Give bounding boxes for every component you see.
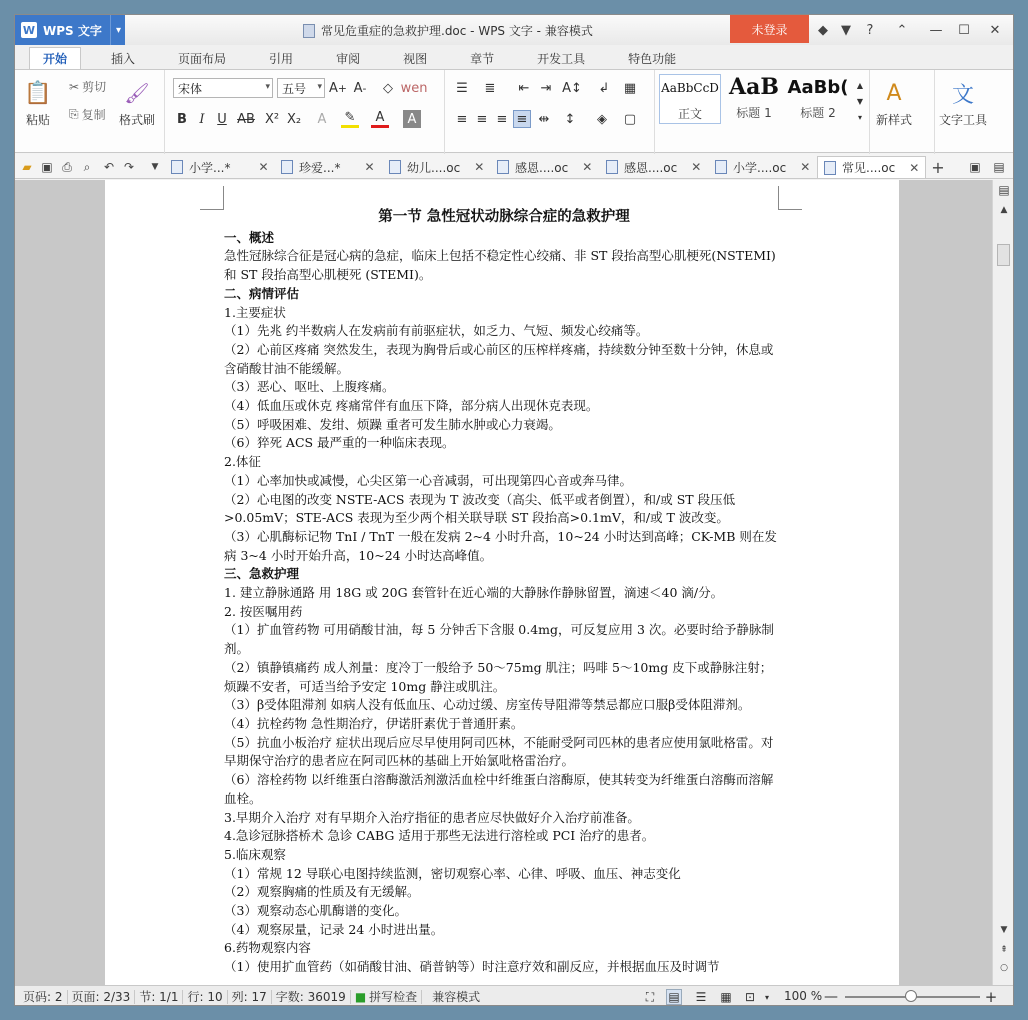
paragraph: 1.主要症状 xyxy=(224,304,286,320)
styles-group xyxy=(655,70,870,154)
italic-icon[interactable]: I xyxy=(199,111,205,127)
skin-icon[interactable]: ◆ xyxy=(818,22,828,38)
crop-mark xyxy=(200,186,224,210)
format-painter-label: 格式刷 xyxy=(119,113,156,127)
styles-scroll-up-icon[interactable]: ▲ xyxy=(856,80,864,90)
copy-icon: ⎘ xyxy=(69,107,79,121)
wps-logo-icon: W xyxy=(22,23,36,37)
paragraph: （6）溶栓药物 以纤维蛋白溶酶激活剂激活血栓中纤维蛋白溶酶原，使其转变为纤维蛋白溶酶而溶解血栓。 xyxy=(224,772,774,806)
zoom-level[interactable]: 100 % xyxy=(784,989,823,1003)
superscript-icon[interactable]: X² xyxy=(264,111,280,127)
justify-icon[interactable]: ≡ xyxy=(513,110,531,128)
scroll-up-icon[interactable]: ▲ xyxy=(1000,205,1008,215)
paragraph-group xyxy=(445,70,655,154)
status-page-number[interactable]: 页码: 2 xyxy=(15,990,68,1004)
doc-file-icon xyxy=(389,160,401,174)
brush-icon: 🖌 xyxy=(124,81,150,105)
paragraph: （1）常规 12 导联心电图持续监测，密切观察心率、心律、呼吸、血压、神志变化 xyxy=(224,865,681,881)
paste-label: 粘贴 xyxy=(25,113,50,127)
window-title-text: 常见危重症的急救护理.doc - WPS 文字 - 兼容模式 xyxy=(321,24,593,38)
paragraph: （6）猝死 ACS 最严重的一种临床表现。 xyxy=(224,435,455,451)
scroll-down-icon[interactable]: ▼ xyxy=(1000,925,1008,935)
tab-review[interactable]: 审阅 xyxy=(336,51,361,66)
align-center-icon[interactable]: ≡ xyxy=(476,111,488,127)
select-browse-icon[interactable]: ○ xyxy=(1000,963,1008,973)
tab-view[interactable]: 视图 xyxy=(403,51,428,66)
paragraph: （2）观察胸痛的性质及有无缓解。 xyxy=(224,884,420,900)
paragraph: （4）观察尿量，记录 24 小时进出量。 xyxy=(224,921,444,937)
doc-tab-label: 小学....oc xyxy=(733,160,787,175)
ribbon xyxy=(15,69,1014,153)
font-group xyxy=(165,70,445,154)
font-family-select[interactable]: 宋体 ▾ xyxy=(173,78,273,98)
doc-tab[interactable] xyxy=(171,156,269,178)
spell-check-label: 拼写检查 xyxy=(369,990,418,1004)
status-page-count[interactable]: 页面: 2/33 xyxy=(68,990,136,1004)
paste-button[interactable] xyxy=(23,78,53,128)
copy-label: 复制 xyxy=(81,108,106,122)
reading-view-icon[interactable]: ⊡ xyxy=(744,990,756,1004)
doc-tab-label: 珍爱...* xyxy=(299,160,341,175)
text-tools-icon: 文 xyxy=(951,82,974,108)
app-menu-label: WPS 文字 xyxy=(43,23,102,38)
prev-page-icon[interactable]: ⇞ xyxy=(1000,945,1008,955)
doc-tab-active[interactable] xyxy=(817,156,926,178)
new-style-icon: A xyxy=(886,80,902,106)
style-normal-label: 正文 xyxy=(677,107,702,121)
doc-file-icon xyxy=(281,160,293,174)
cut-label: 剪切 xyxy=(82,80,107,94)
paragraph: （2）心电图的改变 NSTE-ACS 表现为 T 波改变（高尖、低平或者倒置），和/或 ST 段压低>0.05mV；STE-ACS 表现为至少两个相关联导联 ST 段抬高>0.1mV，和/或 T 波改变。 xyxy=(224,491,736,526)
doc-tab-label: 感恩....oc xyxy=(624,160,678,175)
status-section[interactable]: 节: 1/1 xyxy=(135,990,183,1004)
paragraph: （5）呼吸困难、发绀、烦躁 重者可发生肺水肿或心力衰竭。 xyxy=(224,416,561,432)
increase-indent-icon[interactable]: ⇥ xyxy=(540,80,552,96)
strikethrough-icon[interactable]: AB xyxy=(237,111,255,127)
new-style-button[interactable] xyxy=(876,78,912,128)
document-title: 第一节 急性冠状动脉综合症的急救护理 xyxy=(378,209,630,225)
clipboard-group xyxy=(15,70,165,154)
style-h1-preview: AaB xyxy=(729,74,779,100)
font-size-select[interactable]: 五号 ▾ xyxy=(277,78,325,98)
collapse-ribbon-icon[interactable]: ⌃ xyxy=(896,22,908,38)
text-tools-label: 文字工具 xyxy=(939,113,988,127)
doc-tab[interactable] xyxy=(281,156,375,178)
paragraph: 4.急诊冠脉搭桥术 急诊 CABG 适用于那些无法进行溶栓或 PCI 治疗的患者。 xyxy=(224,828,655,844)
style-h2-label: 标题 2 xyxy=(800,106,836,120)
shrink-font-icon[interactable]: A - xyxy=(353,80,367,96)
paragraph: （1）扩血管药物 可用硝酸甘油，每 5 分钟舌下含服 0.4mg，可反复应用 3 次。必要时给予静脉制剂。 xyxy=(224,622,774,657)
vertical-scrollbar[interactable] xyxy=(992,180,1014,985)
close-tab-icon[interactable]: ✕ xyxy=(909,160,920,175)
document-paragraphs xyxy=(224,229,784,977)
login-button[interactable]: 未登录 xyxy=(730,15,809,43)
close-tab-icon[interactable]: ✕ xyxy=(582,160,593,174)
zoom-in-icon[interactable]: + xyxy=(984,988,998,1006)
shading-icon[interactable]: ◈ xyxy=(597,111,607,127)
document-icon xyxy=(303,24,315,38)
document-canvas xyxy=(15,180,992,985)
title-bar xyxy=(15,15,1014,45)
scissors-icon: ✂ xyxy=(69,79,80,94)
text-tools-group xyxy=(935,70,1014,154)
styles-more-icon[interactable]: ▾ xyxy=(857,112,862,122)
doc-tab[interactable] xyxy=(606,156,701,178)
new-tab-icon[interactable]: + xyxy=(931,157,945,177)
paste-icon: 📋 xyxy=(24,80,52,106)
redo-icon[interactable]: ↷ xyxy=(123,160,135,174)
font-size-value: 五号 xyxy=(282,81,307,96)
web-view-icon[interactable]: ▦ xyxy=(720,990,732,1004)
outline-view-icon[interactable]: ☰ xyxy=(695,990,707,1004)
spell-check-toggle[interactable] xyxy=(351,990,422,1004)
doc-file-icon xyxy=(497,160,509,174)
status-bar xyxy=(15,985,1014,1006)
char-shading-icon[interactable]: A xyxy=(403,110,421,128)
check-icon: ■ xyxy=(354,989,367,1004)
doc-file-icon xyxy=(606,160,618,174)
style-heading-2[interactable] xyxy=(787,74,849,122)
decrease-indent-icon[interactable]: ⇤ xyxy=(518,80,530,96)
tab-menu-icon[interactable]: ▤ xyxy=(993,160,1005,174)
paragraph: 6.药物观察内容 xyxy=(224,940,311,956)
style-normal[interactable] xyxy=(659,74,721,124)
doc-tab[interactable] xyxy=(389,156,484,178)
paragraph: （2）心前区疼痛 突然发生，表现为胸骨后或心前区的压榨样疼痛，持续数分钟至数十分钟，休息或含硝酸甘油不能缓解。 xyxy=(224,341,774,376)
tab-chapter[interactable]: 章节 xyxy=(470,51,495,66)
bold-icon[interactable]: B xyxy=(177,111,187,127)
paragraph: 2.体征 xyxy=(224,454,261,470)
doc-tab[interactable] xyxy=(715,156,810,178)
tab-home[interactable]: 开始 xyxy=(29,47,81,69)
document-tab-bar xyxy=(15,154,1014,179)
paragraph: （4）低血压或休克 疼痛常伴有血压下降，部分病人出现休克表现。 xyxy=(224,398,599,414)
close-tab-icon[interactable]: ✕ xyxy=(691,160,702,174)
chevron-down-icon[interactable]: ▾ xyxy=(110,15,121,45)
tab-page-layout[interactable]: 页面布局 xyxy=(178,51,227,66)
paragraph: （1）先兆 约半数病人在发病前有前驱症状，如乏力、气短、频发心绞痛等。 xyxy=(224,323,649,339)
show-marks-icon[interactable]: ↲ xyxy=(598,80,610,96)
tab-references[interactable]: 引用 xyxy=(269,51,294,66)
undo-icon[interactable]: ↶ xyxy=(103,160,115,174)
view-menu-chevron-icon[interactable]: ▾ xyxy=(764,992,769,1002)
new-style-group xyxy=(870,70,935,154)
paragraph: （4）抗栓药物 急性期治疗，伊诺肝素优于普通肝素。 xyxy=(224,715,524,731)
crop-mark xyxy=(778,186,802,210)
style-normal-preview: AaBbCcD xyxy=(661,81,719,95)
align-right-icon[interactable]: ≡ xyxy=(496,111,508,127)
close-tab-icon[interactable]: ✕ xyxy=(800,160,811,174)
paragraph: （3）恶心、呕吐、上腹疼痛。 xyxy=(224,379,395,395)
paragraph: （1）使用扩血管药（如硝酸甘油、硝普钠等）时注意疗效和副反应，并根据血压及时调节 xyxy=(224,959,720,975)
line-spacing-icon[interactable]: ↕ xyxy=(564,111,576,127)
shirt-icon[interactable]: ▼ xyxy=(841,22,851,38)
grow-font-icon[interactable]: A + xyxy=(329,80,347,96)
doc-tab[interactable] xyxy=(497,156,592,178)
doc-file-icon xyxy=(715,160,727,174)
subscript-icon[interactable]: X₂ xyxy=(286,111,302,127)
print-preview-icon[interactable]: ⌕ xyxy=(83,159,91,174)
new-style-label: 新样式 xyxy=(876,113,913,127)
paragraph: 1. 建立静脉通路 用 18G 或 20G 套管针在近心端的大静脉作静脉留置，滴速＜40 滴/分。 xyxy=(224,585,724,601)
close-tab-icon[interactable]: ✕ xyxy=(474,160,485,174)
paragraph: 5.临床观察 xyxy=(224,846,286,862)
save-icon[interactable]: ▣ xyxy=(41,160,53,174)
format-painter-button[interactable] xyxy=(119,78,155,128)
styles-scroll-down-icon[interactable]: ▼ xyxy=(856,96,864,106)
doc-file-icon xyxy=(171,160,183,174)
cut-button[interactable] xyxy=(69,78,106,95)
doc-tab-label: 常见....oc xyxy=(842,161,896,175)
tab-list-icon[interactable]: ▣ xyxy=(969,160,981,174)
font-family-value: 宋体 xyxy=(178,81,203,96)
borders-icon[interactable]: ▢ xyxy=(623,111,637,127)
text-effect-icon[interactable]: A xyxy=(317,111,327,127)
clear-format-icon[interactable]: ◇ xyxy=(383,80,393,96)
app-menu-button[interactable] xyxy=(15,15,125,45)
distributed-icon[interactable]: ⇹ xyxy=(538,111,550,127)
paragraph: 2. 按医嘱用药 xyxy=(224,603,303,619)
chinese-layout-icon[interactable]: A↕ xyxy=(562,80,582,96)
text-tools-button[interactable] xyxy=(939,78,987,128)
document-body[interactable] xyxy=(224,208,784,977)
section-heading: 三、急救护理 xyxy=(224,566,300,582)
font-color-icon[interactable]: A xyxy=(371,110,389,128)
close-tab-icon[interactable]: ✕ xyxy=(258,160,269,174)
full-screen-icon[interactable]: ⛶ xyxy=(645,989,655,1004)
tab-developer[interactable]: 开发工具 xyxy=(537,51,586,66)
zoom-slider-handle[interactable] xyxy=(905,990,917,1002)
ruler-toggle-icon[interactable]: ▤ xyxy=(998,183,1010,197)
style-h1-label: 标题 1 xyxy=(736,106,772,120)
tab-special[interactable]: 特色功能 xyxy=(628,51,677,66)
paragraph: （3）观察动态心肌酶谱的变化。 xyxy=(224,903,407,919)
doc-tab-label: 幼儿....oc xyxy=(407,160,461,175)
help-icon[interactable]: ? xyxy=(866,22,874,38)
paragraph: （3）β受体阻滞剂 如病人没有低血压、心动过缓、房室传导阻滞等禁忌都应口服β受体阻滞剂。 xyxy=(224,697,751,713)
status-column[interactable]: 列: 17 xyxy=(228,990,272,1004)
tab-insert[interactable]: 插入 xyxy=(111,51,136,66)
window-title xyxy=(303,22,593,39)
phonetic-icon[interactable]: wen xyxy=(400,80,428,96)
status-word-count[interactable]: 字数: 36019 xyxy=(272,990,351,1004)
doc-tab-label: 小学...* xyxy=(189,160,231,175)
paragraph: 3.早期介入治疗 对有早期介入治疗指征的患者应尽快做好介入治疗前准备。 xyxy=(224,809,640,825)
maximize-icon[interactable]: ☐ xyxy=(958,22,970,38)
quick-access-more-icon[interactable]: ▼ xyxy=(151,162,159,172)
open-folder-icon[interactable]: ▰ xyxy=(22,160,32,174)
zoom-out-icon[interactable]: — xyxy=(824,989,838,1005)
close-tab-icon[interactable]: ✕ xyxy=(364,160,375,174)
bullet-list-icon[interactable]: ☰ xyxy=(456,80,468,96)
style-h2-preview: AaBb( xyxy=(787,76,849,98)
document-page[interactable] xyxy=(105,180,899,985)
section-heading: 二、病情评估 xyxy=(224,285,300,301)
compat-mode: 兼容模式 xyxy=(432,990,481,1004)
paragraph: （5）抗血小板治疗 症状出现后应尽早使用阿司匹林，不能耐受阿司匹林的患者应使用氯吡格雷。对早期保守治疗的患者应在阿司匹林的基础上开始氯吡格雷治疗。 xyxy=(224,734,774,769)
minimize-icon[interactable]: — xyxy=(929,22,943,38)
style-heading-1[interactable] xyxy=(725,74,783,122)
paragraph: （2）镇静镇痛药 成人剂量：度冷丁一般给予 50～75mg 肌注；吗啡 5～10mg 皮下或静脉注射；烦躁不安者，可适当给予安定 10mg 静注或肌注。 xyxy=(224,659,773,694)
scroll-thumb[interactable] xyxy=(997,244,1010,266)
paragraph: （1）心率加快或减慢，心尖区第一心音减弱，可出现第四心音或奔马律。 xyxy=(224,472,632,488)
close-icon[interactable]: ✕ xyxy=(989,22,1001,38)
align-left-icon[interactable]: ≡ xyxy=(456,111,468,127)
paragraph: （3）心肌酶标记物 TnI / TnT 一般在发病 2~4 小时升高，10~24 小时达到高峰；CK-MB 则在发病 3~4 小时开始升高，10~24 小时达高峰值。 xyxy=(224,528,777,563)
table-icon[interactable]: ▦ xyxy=(623,80,637,96)
wps-window xyxy=(14,14,1014,1006)
status-row[interactable]: 行: 10 xyxy=(183,990,227,1004)
doc-tab-label: 感恩....oc xyxy=(515,160,569,175)
section-heading: 一、概述 xyxy=(224,229,275,245)
numbered-list-icon[interactable]: ≣ xyxy=(484,80,496,96)
highlight-icon[interactable]: ✎ xyxy=(341,110,359,128)
doc-file-icon xyxy=(824,161,836,175)
page-view-icon[interactable]: ▤ xyxy=(666,989,682,1005)
ribbon-tab-bar xyxy=(15,45,1014,69)
print-icon[interactable]: ⎙ xyxy=(62,159,72,174)
underline-icon[interactable]: U xyxy=(217,111,227,127)
paragraph: 急性冠脉综合征是冠心病的急症，临床上包括不稳定性心绞痛、非 ST 段抬高型心肌梗死(NSTEMI)和 ST 段抬高型心肌梗死 (STEMI)。 xyxy=(224,248,776,283)
copy-button[interactable] xyxy=(69,106,106,123)
